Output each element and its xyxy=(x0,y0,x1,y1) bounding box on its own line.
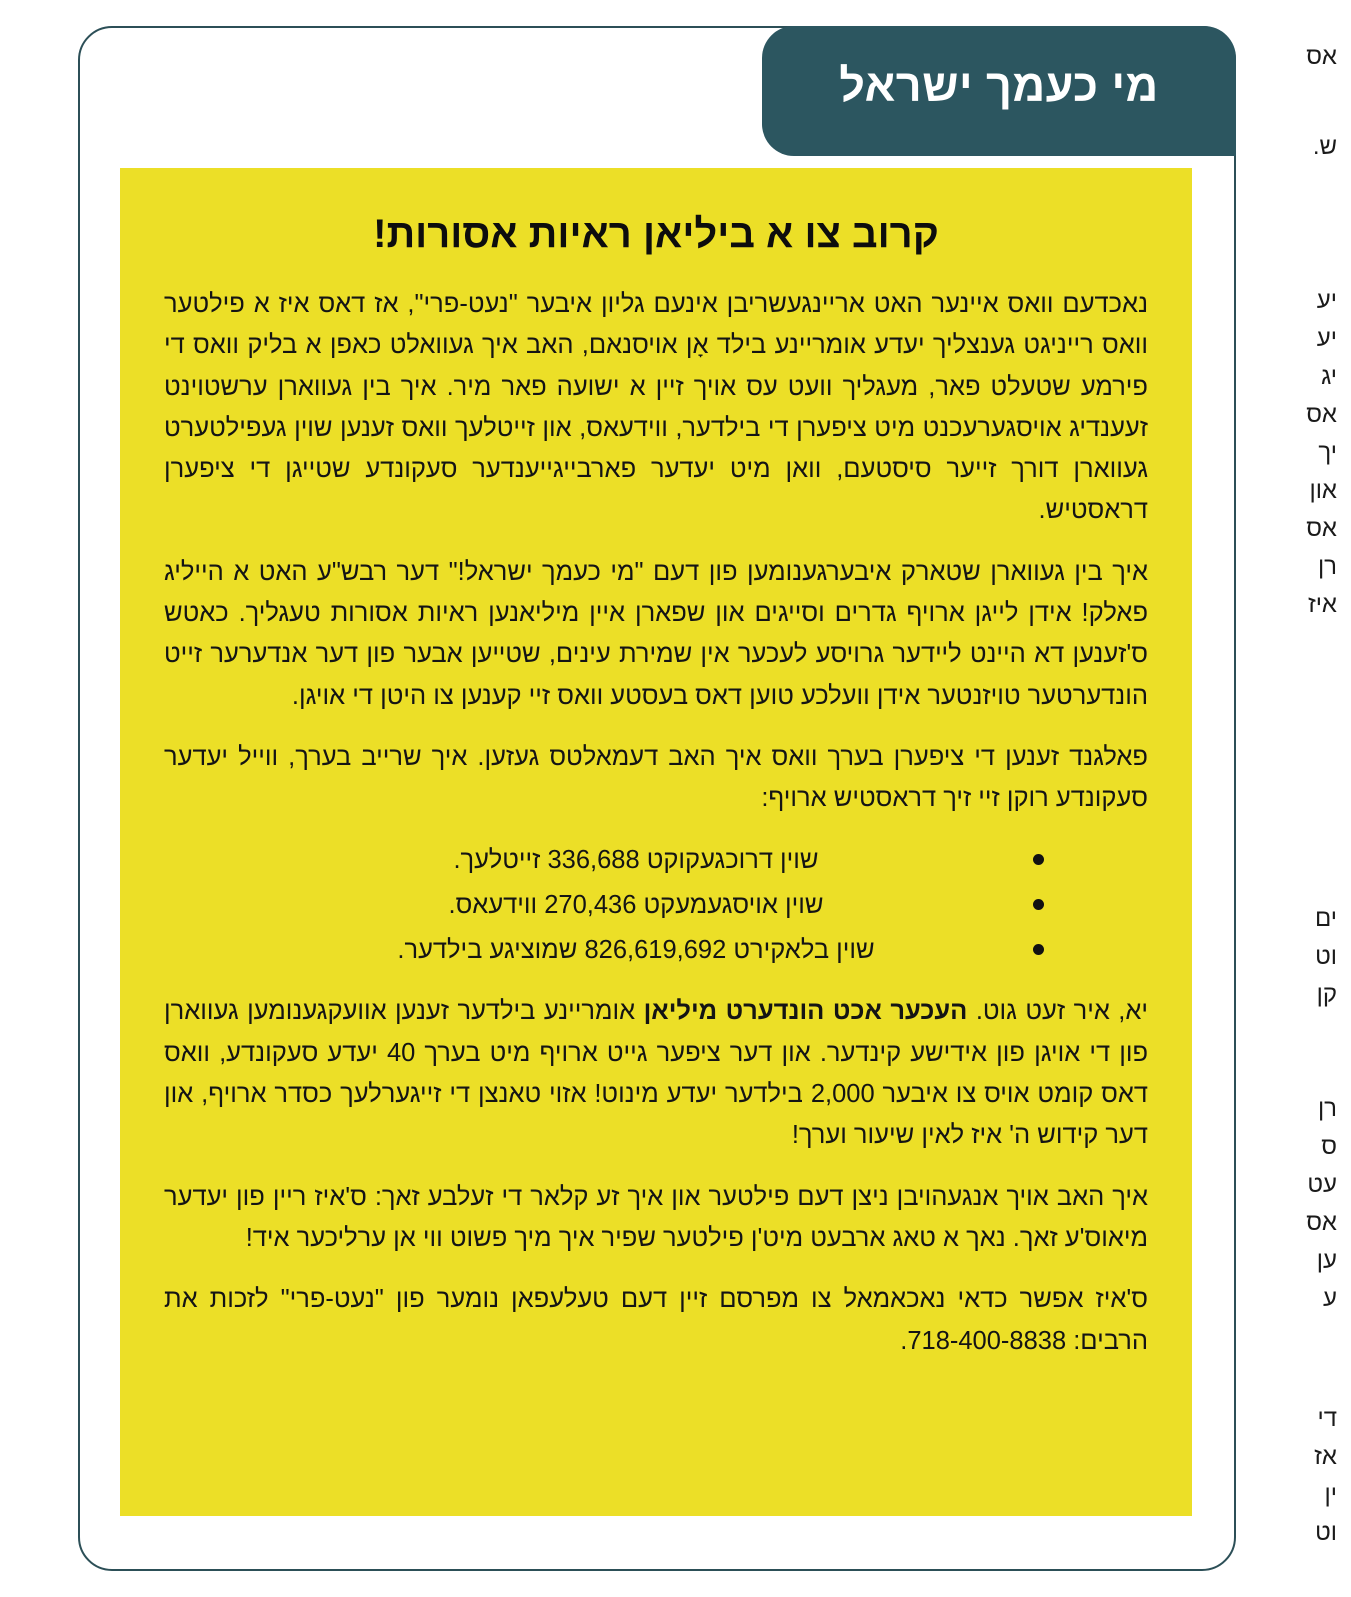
list-item xyxy=(164,840,1108,881)
column-fragment: עט xyxy=(1307,1171,1337,1198)
bullet-icon xyxy=(1033,944,1044,955)
column-fragment: יג xyxy=(1321,363,1337,390)
column-fragment: אס xyxy=(1306,515,1337,542)
list-item xyxy=(164,930,1108,971)
column-fragment: יע xyxy=(1316,325,1337,352)
column-fragment: אס xyxy=(1306,1209,1337,1236)
paragraph-post-text: אומריינע בילדער זענען אוועקגענומען געווארן פון די אויגן פון אידישע קינדער. און דער ציפער גייט ארויף מיט בערך 40 יעדע סעקונדע, וואס דאס קומט אויס צו איבער 2,000 בילדער יעדע מינוט! אזוי טאנצן די זייגערלעך כסדר ארויף, און דער קידוש ה' איז לאין שיעור וערך! xyxy=(164,997,1148,1150)
column-fragment: וט xyxy=(1315,1519,1337,1546)
column-fragment: רן xyxy=(1317,553,1337,580)
list-item-label: שוין בלאקירט 826,619,692 שמוציגע בילדער. xyxy=(397,936,875,965)
column-fragment: אס xyxy=(1306,401,1337,428)
letter-block xyxy=(120,168,1192,1516)
bullet-icon xyxy=(1033,899,1044,910)
column-fragment: וט xyxy=(1315,943,1337,970)
adjacent-column-text xyxy=(1279,0,1345,1597)
column-fragment: ס xyxy=(1321,1133,1337,1160)
letter-paragraph-contact: ס'איז אפשר כדאי נאכאמאל צו מפרסם זיין דעם טעלעפאן נומער פון "נעט-פרי" לזכות את הרבים: 718-400-8838. xyxy=(164,1285,1148,1355)
paragraph-pre-text: יא, איר זעט גוט. xyxy=(967,997,1148,1026)
bullet-icon xyxy=(1033,854,1044,865)
letter-paragraph: איך האב אויך אנגעהויבן ניצן דעם פילטער און איך זע קלאר די זעלבע זאך: ס'איז ריין פון יעדער מיאוס'ע זאך. נאך א טאג ארבעט מיט'ן פילטער שפיר איך מיך פשוט ווי אן ערליכער איד! xyxy=(164,1182,1148,1252)
column-fragment: די xyxy=(1317,1405,1337,1432)
column-fragment: ים xyxy=(1314,905,1337,932)
column-fragment: אס xyxy=(1306,43,1337,70)
column-fragment: ע xyxy=(1323,1285,1337,1312)
list-item xyxy=(164,885,1108,926)
column-fragment: אז xyxy=(1314,1443,1337,1470)
column-fragment: קן xyxy=(1316,981,1337,1008)
column-fragment: יע xyxy=(1316,287,1337,314)
column-fragment: יך xyxy=(1318,439,1337,466)
paragraph-bold-text: העכער אכט הונדערט מיליאן xyxy=(643,997,968,1026)
column-fragment: ען xyxy=(1316,1247,1337,1274)
column-fragment: ין xyxy=(1324,1481,1337,1508)
column-fragment: ש. xyxy=(1312,133,1337,160)
letter-paragraph: פאלגנד זענען די ציפערן בערך וואס איך האב דעמאלטס געזען. איך שרייב בערך, ווייל יעדער סעקונדע רוקן זיי זיך דראסטיש ארויף: xyxy=(164,742,1148,813)
column-fragment: רן xyxy=(1317,1095,1337,1122)
statistics-list xyxy=(164,840,1148,972)
letter-paragraph: איך בין געווארן שטארק איבערגענומען פון דעם "מי כעמך ישראל!" דער רבש"ע האט א הייליג פאלק! אידן לייגן ארויף גדרים וסייגים און שפארן איין מיליאנען ראיות אסורות טעגליך. כאטש ס'זענען דא היינט לײדער גרויסע לעכער אין שמירת עינים, שטײען אבער פון דער אנדערער זייט הונדערטער טויזנטער אידן וועלכע טוען דאס בעסטע וואס זיי קענען צו היטן די אויגן. xyxy=(164,557,1148,710)
column-fragment: און xyxy=(1309,477,1337,504)
list-item-label: שוין אויסגעמעקט 270,436 ווידעאס. xyxy=(448,890,824,919)
letter-paragraph-emphasis xyxy=(164,991,1148,1156)
letter-paragraph: נאכדעם וואס איינער האט אריינגעשריבן אינעם גליון איבער "נעט-פרי", אז דאס איז א פילטער וואס רייניגט גענצליך יעדע אומריינע בילד אָן אויסנאם, האב איך געוואלט כאפן א בליק וואס די פירמע שטעלט פאר, מעגליך וועט עס אויך זיין א ישועה פאר מיר. איך בין געווארן ערשטוינט זעענדיג אויסגערעכנט מיט ציפערן די בילדער, ווידעאס, און זייטלעך וואס זענען שוין געפילטערט געווארן דורך זייער סיסטעם, וואן מיט יעדער פארבייגייענדער סעקונדע שטייגן די ציפערן דראסטיש. xyxy=(164,290,1148,525)
section-header-tab xyxy=(762,26,1236,156)
column-fragment: איז xyxy=(1307,591,1337,618)
section-title: מי כעמך ישראל xyxy=(839,60,1159,111)
letter-headline: קרוב צו א ביליאן ראיות אסורות! xyxy=(373,212,939,256)
list-item-label: שוין דרוכגעקוקט 336,688 זייטלעך. xyxy=(453,845,819,874)
